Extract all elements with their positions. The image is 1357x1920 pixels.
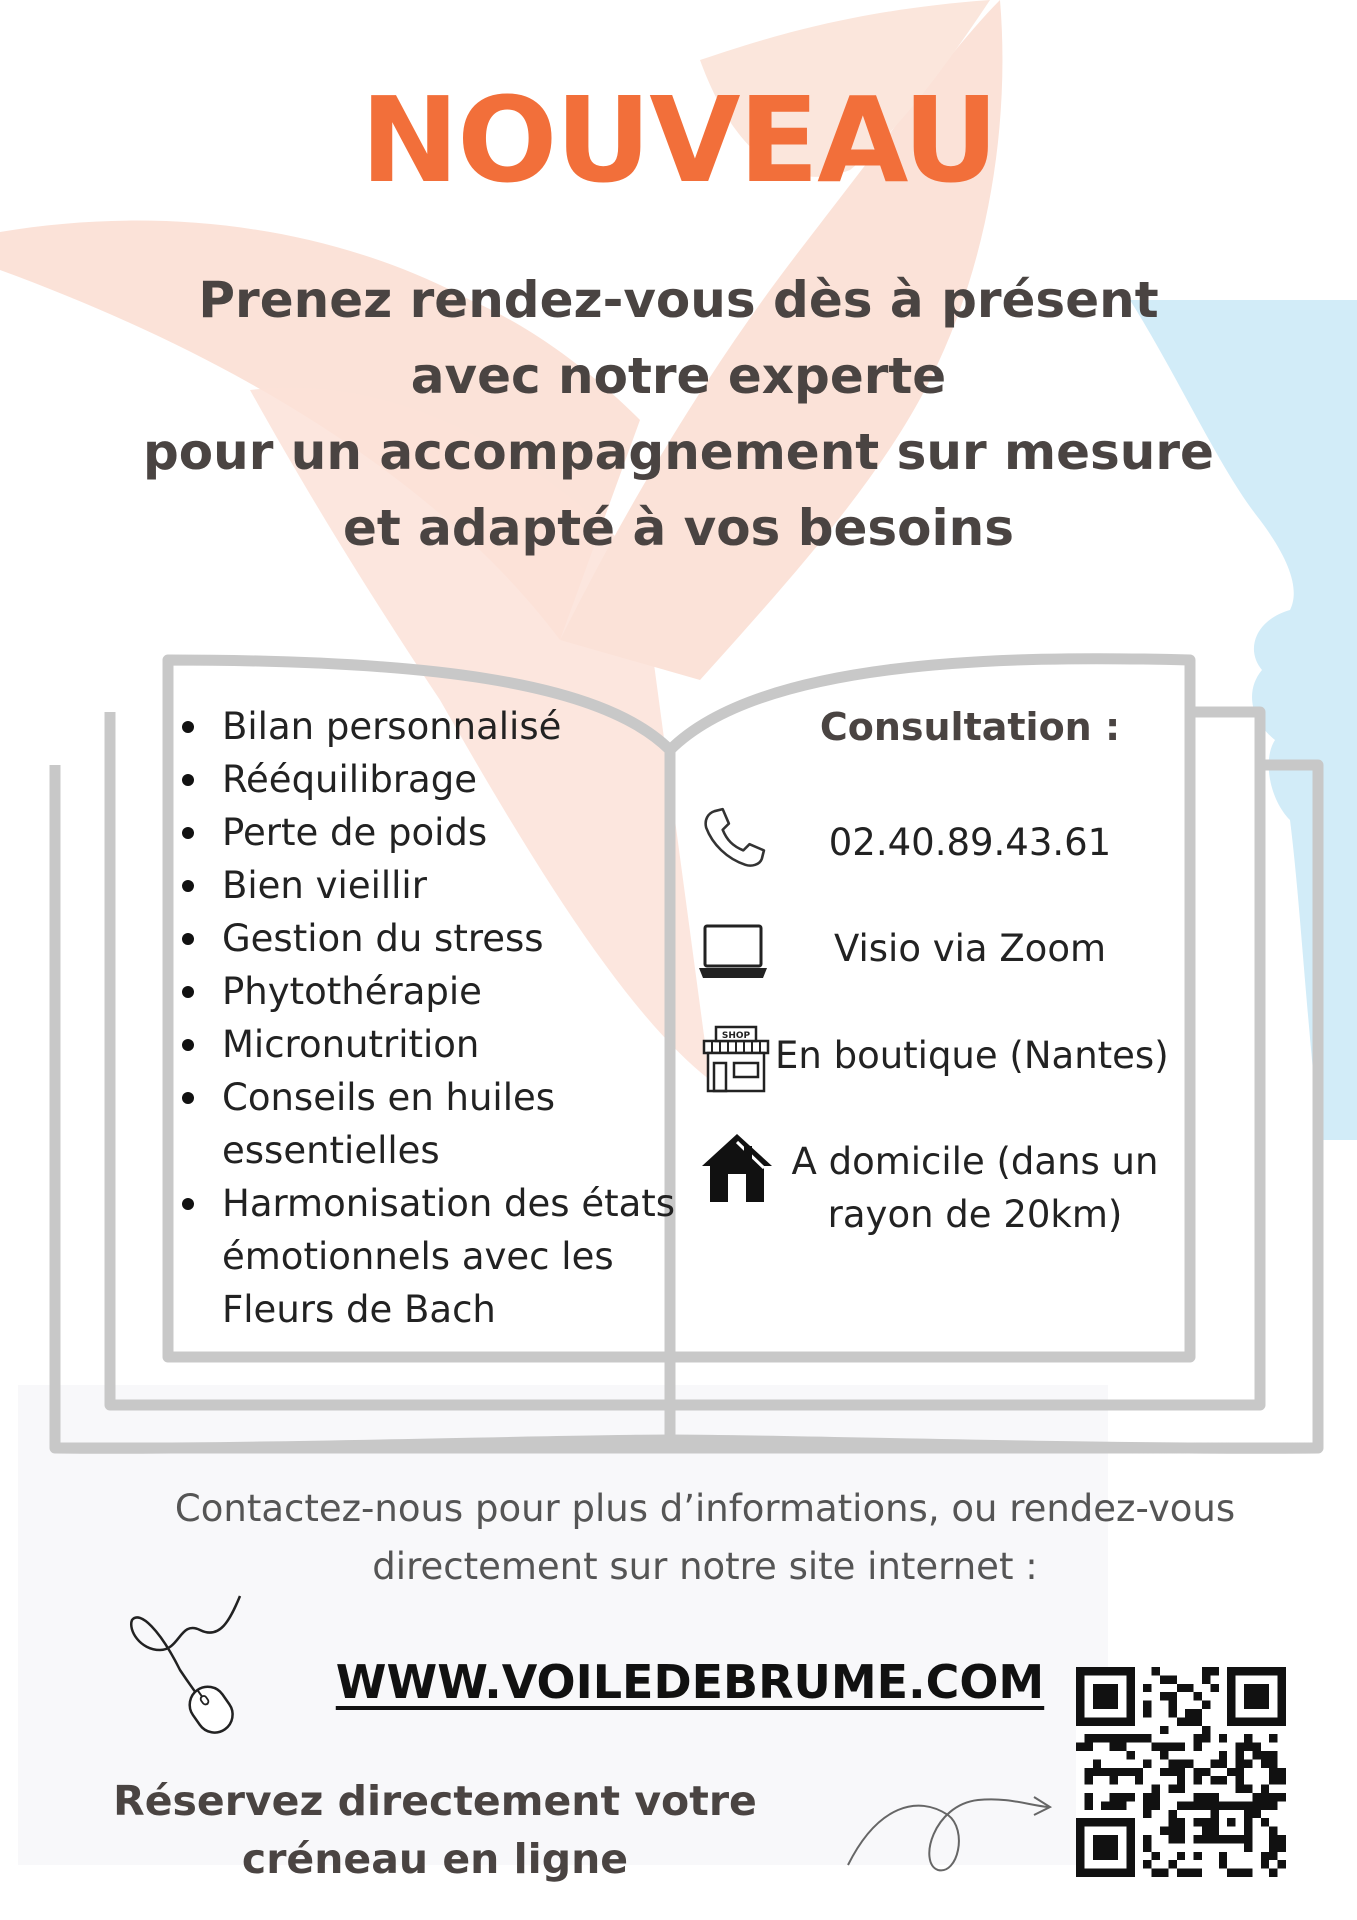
curly-arrow-icon [838, 1785, 1058, 1885]
service-item: Micronutrition [222, 1018, 722, 1071]
service-item: Phytothérapie [222, 965, 722, 1018]
service-item: Harmonisation des états émotionnels avec les Fleurs de Bach [222, 1177, 722, 1336]
subtitle-line: et adapté à vos besoins [342, 499, 1015, 557]
home-option [780, 1135, 1170, 1241]
phone-number: 02.40.89.43.61 [828, 821, 1112, 864]
page-title: NOUVEAU [360, 71, 997, 209]
laptop-icon [695, 920, 771, 986]
phone-icon [700, 805, 766, 871]
shop-sign-text: SHOP [721, 1031, 751, 1041]
contact-line: directement sur notre site internet : [372, 1545, 1038, 1588]
mouse-icon [120, 1590, 270, 1740]
website-link[interactable]: WWW.VOILEDEBRUME.COM [335, 1655, 1045, 1709]
qr-code-graphic [1076, 1667, 1286, 1877]
visio-option: Visio via Zoom [833, 927, 1106, 970]
service-item: Perte de poids [222, 806, 722, 859]
service-item: Bilan personnalisé [222, 700, 722, 753]
subtitle-line: pour un accompagnement sur mesure [143, 423, 1214, 481]
service-item: Rééquilibrage [222, 753, 722, 806]
subtitle-line: avec notre experte [410, 347, 947, 405]
contact-text [80, 1480, 1330, 1596]
house-icon [700, 1130, 774, 1204]
subtitle [60, 262, 1297, 566]
subtitle-line: Prenez rendez-vous dès à présent [198, 271, 1159, 329]
qr-code[interactable] [1076, 1667, 1286, 1877]
consultation-title: Consultation : [819, 705, 1121, 749]
reserve-text [110, 1772, 760, 1888]
home-option-line: rayon de 20km) [827, 1193, 1123, 1236]
services-list [170, 700, 722, 1336]
shop-icon [698, 1025, 774, 1093]
contact-line: Contactez-nous pour plus d’informations, ou rendez-vous [174, 1487, 1236, 1530]
service-item: Bien vieillir [222, 859, 722, 912]
service-item: Conseils en huiles essentielles [222, 1071, 722, 1177]
reserve-line: Réservez directement votre [113, 1777, 757, 1825]
home-option-line: A domicile (dans un [791, 1140, 1159, 1183]
reserve-line: créneau en ligne [241, 1835, 629, 1883]
service-item: Gestion du stress [222, 912, 722, 965]
shop-option: En boutique (Nantes) [775, 1034, 1169, 1077]
